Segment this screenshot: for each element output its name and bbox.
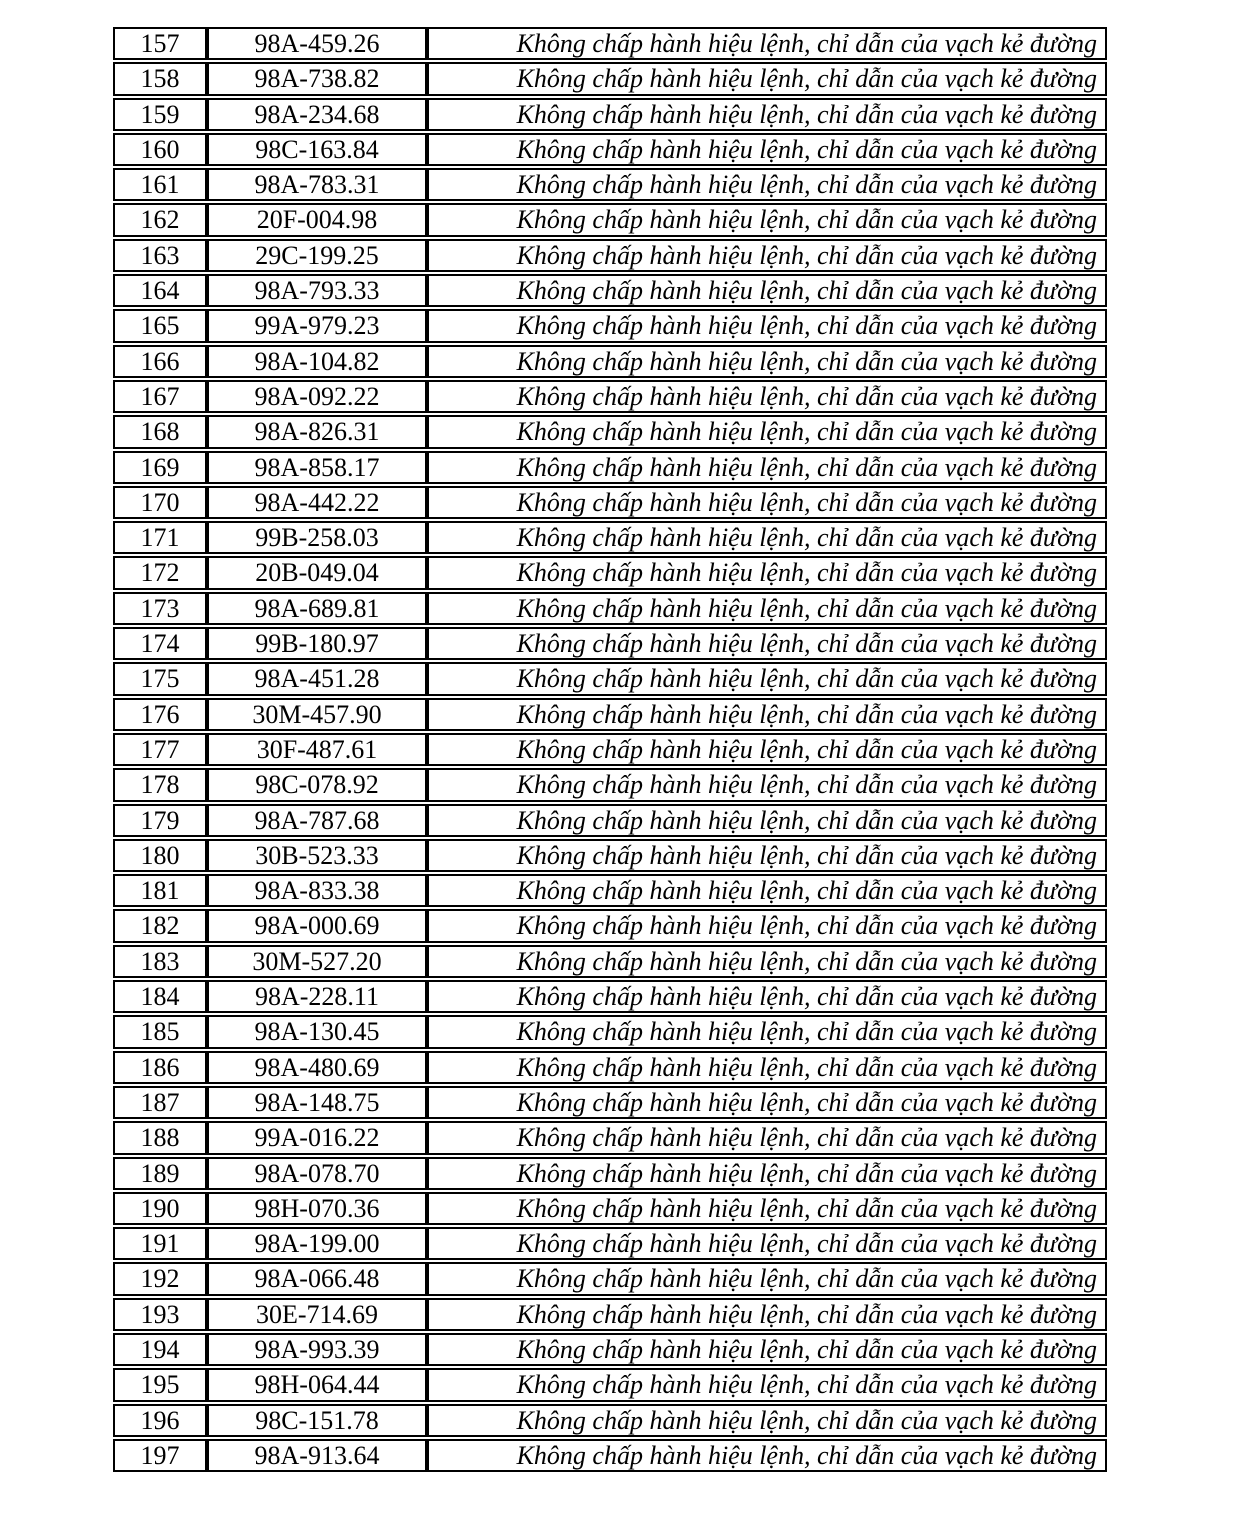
row-number-cell: 194 (113, 1333, 207, 1366)
row-number-cell: 175 (113, 662, 207, 695)
row-number-cell: 165 (113, 309, 207, 342)
row-number-cell: 158 (113, 62, 207, 95)
license-plate-cell: 98A-826.31 (207, 415, 427, 448)
table-row (113, 698, 1107, 731)
table-row (113, 62, 1107, 95)
table-row (113, 804, 1107, 837)
row-number-cell: 184 (113, 980, 207, 1013)
violation-text-cell: Không chấp hành hiệu lệnh, chỉ dẫn của vạch kẻ đường (427, 556, 1107, 589)
row-number-cell: 160 (113, 133, 207, 166)
row-number-cell: 190 (113, 1192, 207, 1225)
license-plate-cell: 98A-130.45 (207, 1015, 427, 1048)
table-row (113, 1333, 1107, 1366)
license-plate-cell: 29C-199.25 (207, 239, 427, 272)
table-row (113, 380, 1107, 413)
table-row (113, 309, 1107, 342)
row-number-cell: 163 (113, 239, 207, 272)
license-plate-cell: 20B-049.04 (207, 556, 427, 589)
table-row (113, 133, 1107, 166)
table-row (113, 1157, 1107, 1190)
table-row (113, 1086, 1107, 1119)
violation-text-cell: Không chấp hành hiệu lệnh, chỉ dẫn của vạch kẻ đường (427, 345, 1107, 378)
license-plate-cell: 98A-993.39 (207, 1333, 427, 1366)
violation-text-cell: Không chấp hành hiệu lệnh, chỉ dẫn của vạch kẻ đường (427, 1051, 1107, 1084)
row-number-cell: 182 (113, 909, 207, 942)
row-number-cell: 196 (113, 1404, 207, 1437)
table-row (113, 768, 1107, 801)
license-plate-cell: 98A-234.68 (207, 98, 427, 131)
violation-text-cell: Không chấp hành hiệu lệnh, chỉ dẫn của vạch kẻ đường (427, 309, 1107, 342)
license-plate-cell: 98A-913.64 (207, 1439, 427, 1472)
table-row (113, 451, 1107, 484)
license-plate-cell: 98A-787.68 (207, 804, 427, 837)
violation-text-cell: Không chấp hành hiệu lệnh, chỉ dẫn của vạch kẻ đường (427, 1192, 1107, 1225)
table-row (113, 1262, 1107, 1295)
violation-text-cell: Không chấp hành hiệu lệnh, chỉ dẫn của vạch kẻ đường (427, 27, 1107, 60)
license-plate-cell: 98H-064.44 (207, 1368, 427, 1401)
row-number-cell: 192 (113, 1262, 207, 1295)
license-plate-cell: 98A-858.17 (207, 451, 427, 484)
table-row (113, 945, 1107, 978)
table-row (113, 98, 1107, 131)
table-row (113, 345, 1107, 378)
violation-text-cell: Không chấp hành hiệu lệnh, chỉ dẫn của vạch kẻ đường (427, 62, 1107, 95)
violation-text-cell: Không chấp hành hiệu lệnh, chỉ dẫn của vạch kẻ đường (427, 980, 1107, 1013)
table-row (113, 415, 1107, 448)
violation-text-cell: Không chấp hành hiệu lệnh, chỉ dẫn của vạch kẻ đường (427, 380, 1107, 413)
table-row (113, 1227, 1107, 1260)
license-plate-cell: 98A-104.82 (207, 345, 427, 378)
row-number-cell: 187 (113, 1086, 207, 1119)
row-number-cell: 179 (113, 804, 207, 837)
license-plate-cell: 30E-714.69 (207, 1298, 427, 1331)
table-row (113, 521, 1107, 554)
violation-text-cell: Không chấp hành hiệu lệnh, chỉ dẫn của vạch kẻ đường (427, 1298, 1107, 1331)
license-plate-cell: 30M-457.90 (207, 698, 427, 731)
row-number-cell: 197 (113, 1439, 207, 1472)
violation-text-cell: Không chấp hành hiệu lệnh, chỉ dẫn của vạch kẻ đường (427, 874, 1107, 907)
table-row (113, 556, 1107, 589)
license-plate-cell: 99A-016.22 (207, 1121, 427, 1154)
table-row (113, 733, 1107, 766)
violation-text-cell: Không chấp hành hiệu lệnh, chỉ dẫn của vạch kẻ đường (427, 239, 1107, 272)
row-number-cell: 162 (113, 203, 207, 236)
violation-text-cell: Không chấp hành hiệu lệnh, chỉ dẫn của vạch kẻ đường (427, 1157, 1107, 1190)
license-plate-cell: 98C-151.78 (207, 1404, 427, 1437)
row-number-cell: 188 (113, 1121, 207, 1154)
row-number-cell: 157 (113, 27, 207, 60)
license-plate-cell: 20F-004.98 (207, 203, 427, 236)
license-plate-cell: 98A-078.70 (207, 1157, 427, 1190)
row-number-cell: 181 (113, 874, 207, 907)
violation-text-cell: Không chấp hành hiệu lệnh, chỉ dẫn của vạch kẻ đường (427, 698, 1107, 731)
row-number-cell: 171 (113, 521, 207, 554)
violation-text-cell: Không chấp hành hiệu lệnh, chỉ dẫn của vạch kẻ đường (427, 1404, 1107, 1437)
row-number-cell: 180 (113, 839, 207, 872)
row-number-cell: 169 (113, 451, 207, 484)
license-plate-cell: 98A-738.82 (207, 62, 427, 95)
violation-text-cell: Không chấp hành hiệu lệnh, chỉ dẫn của vạch kẻ đường (427, 203, 1107, 236)
row-number-cell: 159 (113, 98, 207, 131)
license-plate-cell: 98H-070.36 (207, 1192, 427, 1225)
violation-text-cell: Không chấp hành hiệu lệnh, chỉ dẫn của vạch kẻ đường (427, 486, 1107, 519)
violation-text-cell: Không chấp hành hiệu lệnh, chỉ dẫn của vạch kẻ đường (427, 1439, 1107, 1472)
violation-text-cell: Không chấp hành hiệu lệnh, chỉ dẫn của vạch kẻ đường (427, 1368, 1107, 1401)
license-plate-cell: 98A-148.75 (207, 1086, 427, 1119)
license-plate-cell: 98A-793.33 (207, 274, 427, 307)
table-row (113, 274, 1107, 307)
table-row (113, 1298, 1107, 1331)
violation-text-cell: Không chấp hành hiệu lệnh, chỉ dẫn của vạch kẻ đường (427, 274, 1107, 307)
violation-text-cell: Không chấp hành hiệu lệnh, chỉ dẫn của vạch kẻ đường (427, 1227, 1107, 1260)
license-plate-cell: 99B-180.97 (207, 627, 427, 660)
table-row (113, 839, 1107, 872)
row-number-cell: 168 (113, 415, 207, 448)
license-plate-cell: 98A-689.81 (207, 592, 427, 625)
violation-text-cell: Không chấp hành hiệu lệnh, chỉ dẫn của vạch kẻ đường (427, 168, 1107, 201)
row-number-cell: 177 (113, 733, 207, 766)
license-plate-cell: 98A-066.48 (207, 1262, 427, 1295)
license-plate-cell: 98A-833.38 (207, 874, 427, 907)
row-number-cell: 170 (113, 486, 207, 519)
violation-text-cell: Không chấp hành hiệu lệnh, chỉ dẫn của vạch kẻ đường (427, 1333, 1107, 1366)
violation-text-cell: Không chấp hành hiệu lệnh, chỉ dẫn của vạch kẻ đường (427, 592, 1107, 625)
table-row (113, 592, 1107, 625)
violation-text-cell: Không chấp hành hiệu lệnh, chỉ dẫn của vạch kẻ đường (427, 1121, 1107, 1154)
table-row (113, 1192, 1107, 1225)
license-plate-cell: 98C-078.92 (207, 768, 427, 801)
row-number-cell: 164 (113, 274, 207, 307)
table-row (113, 486, 1107, 519)
violation-text-cell: Không chấp hành hiệu lệnh, chỉ dẫn của vạch kẻ đường (427, 451, 1107, 484)
table-row (113, 168, 1107, 201)
license-plate-cell: 98A-000.69 (207, 909, 427, 942)
violation-text-cell: Không chấp hành hiệu lệnh, chỉ dẫn của vạch kẻ đường (427, 415, 1107, 448)
row-number-cell: 191 (113, 1227, 207, 1260)
violation-text-cell: Không chấp hành hiệu lệnh, chỉ dẫn của vạch kẻ đường (427, 133, 1107, 166)
table-row (113, 1439, 1107, 1472)
violation-table-body (113, 27, 1107, 1472)
row-number-cell: 173 (113, 592, 207, 625)
license-plate-cell: 98A-480.69 (207, 1051, 427, 1084)
license-plate-cell: 30M-527.20 (207, 945, 427, 978)
row-number-cell: 186 (113, 1051, 207, 1084)
violation-text-cell: Không chấp hành hiệu lệnh, chỉ dẫn của vạch kẻ đường (427, 98, 1107, 131)
table-row (113, 27, 1107, 60)
license-plate-cell: 98A-783.31 (207, 168, 427, 201)
table-row (113, 1015, 1107, 1048)
license-plate-cell: 98A-199.00 (207, 1227, 427, 1260)
row-number-cell: 195 (113, 1368, 207, 1401)
license-plate-cell: 98C-163.84 (207, 133, 427, 166)
violation-text-cell: Không chấp hành hiệu lệnh, chỉ dẫn của vạch kẻ đường (427, 1262, 1107, 1295)
row-number-cell: 167 (113, 380, 207, 413)
table-row (113, 627, 1107, 660)
table-row (113, 874, 1107, 907)
violation-text-cell: Không chấp hành hiệu lệnh, chỉ dẫn của vạch kẻ đường (427, 768, 1107, 801)
row-number-cell: 189 (113, 1157, 207, 1190)
license-plate-cell: 98A-459.26 (207, 27, 427, 60)
violation-text-cell: Không chấp hành hiệu lệnh, chỉ dẫn của vạch kẻ đường (427, 662, 1107, 695)
row-number-cell: 166 (113, 345, 207, 378)
license-plate-cell: 99B-258.03 (207, 521, 427, 554)
table-row (113, 239, 1107, 272)
violation-text-cell: Không chấp hành hiệu lệnh, chỉ dẫn của vạch kẻ đường (427, 945, 1107, 978)
row-number-cell: 193 (113, 1298, 207, 1331)
violation-text-cell: Không chấp hành hiệu lệnh, chỉ dẫn của vạch kẻ đường (427, 804, 1107, 837)
table-row (113, 1404, 1107, 1437)
violation-text-cell: Không chấp hành hiệu lệnh, chỉ dẫn của vạch kẻ đường (427, 1015, 1107, 1048)
license-plate-cell: 98A-228.11 (207, 980, 427, 1013)
table-row (113, 1121, 1107, 1154)
row-number-cell: 183 (113, 945, 207, 978)
license-plate-cell: 30F-487.61 (207, 733, 427, 766)
row-number-cell: 174 (113, 627, 207, 660)
table-row (113, 1051, 1107, 1084)
row-number-cell: 178 (113, 768, 207, 801)
license-plate-cell: 99A-979.23 (207, 309, 427, 342)
table-row (113, 1368, 1107, 1401)
table-row (113, 203, 1107, 236)
license-plate-cell: 98A-442.22 (207, 486, 427, 519)
license-plate-cell: 98A-092.22 (207, 380, 427, 413)
row-number-cell: 185 (113, 1015, 207, 1048)
violation-text-cell: Không chấp hành hiệu lệnh, chỉ dẫn của vạch kẻ đường (427, 839, 1107, 872)
row-number-cell: 172 (113, 556, 207, 589)
table-row (113, 980, 1107, 1013)
row-number-cell: 161 (113, 168, 207, 201)
violation-text-cell: Không chấp hành hiệu lệnh, chỉ dẫn của vạch kẻ đường (427, 521, 1107, 554)
license-plate-cell: 98A-451.28 (207, 662, 427, 695)
violation-text-cell: Không chấp hành hiệu lệnh, chỉ dẫn của vạch kẻ đường (427, 733, 1107, 766)
row-number-cell: 176 (113, 698, 207, 731)
violation-text-cell: Không chấp hành hiệu lệnh, chỉ dẫn của vạch kẻ đường (427, 627, 1107, 660)
table-row (113, 909, 1107, 942)
license-plate-cell: 30B-523.33 (207, 839, 427, 872)
violation-text-cell: Không chấp hành hiệu lệnh, chỉ dẫn của vạch kẻ đường (427, 1086, 1107, 1119)
violation-table (113, 25, 1107, 1474)
violation-text-cell: Không chấp hành hiệu lệnh, chỉ dẫn của vạch kẻ đường (427, 909, 1107, 942)
table-row (113, 662, 1107, 695)
